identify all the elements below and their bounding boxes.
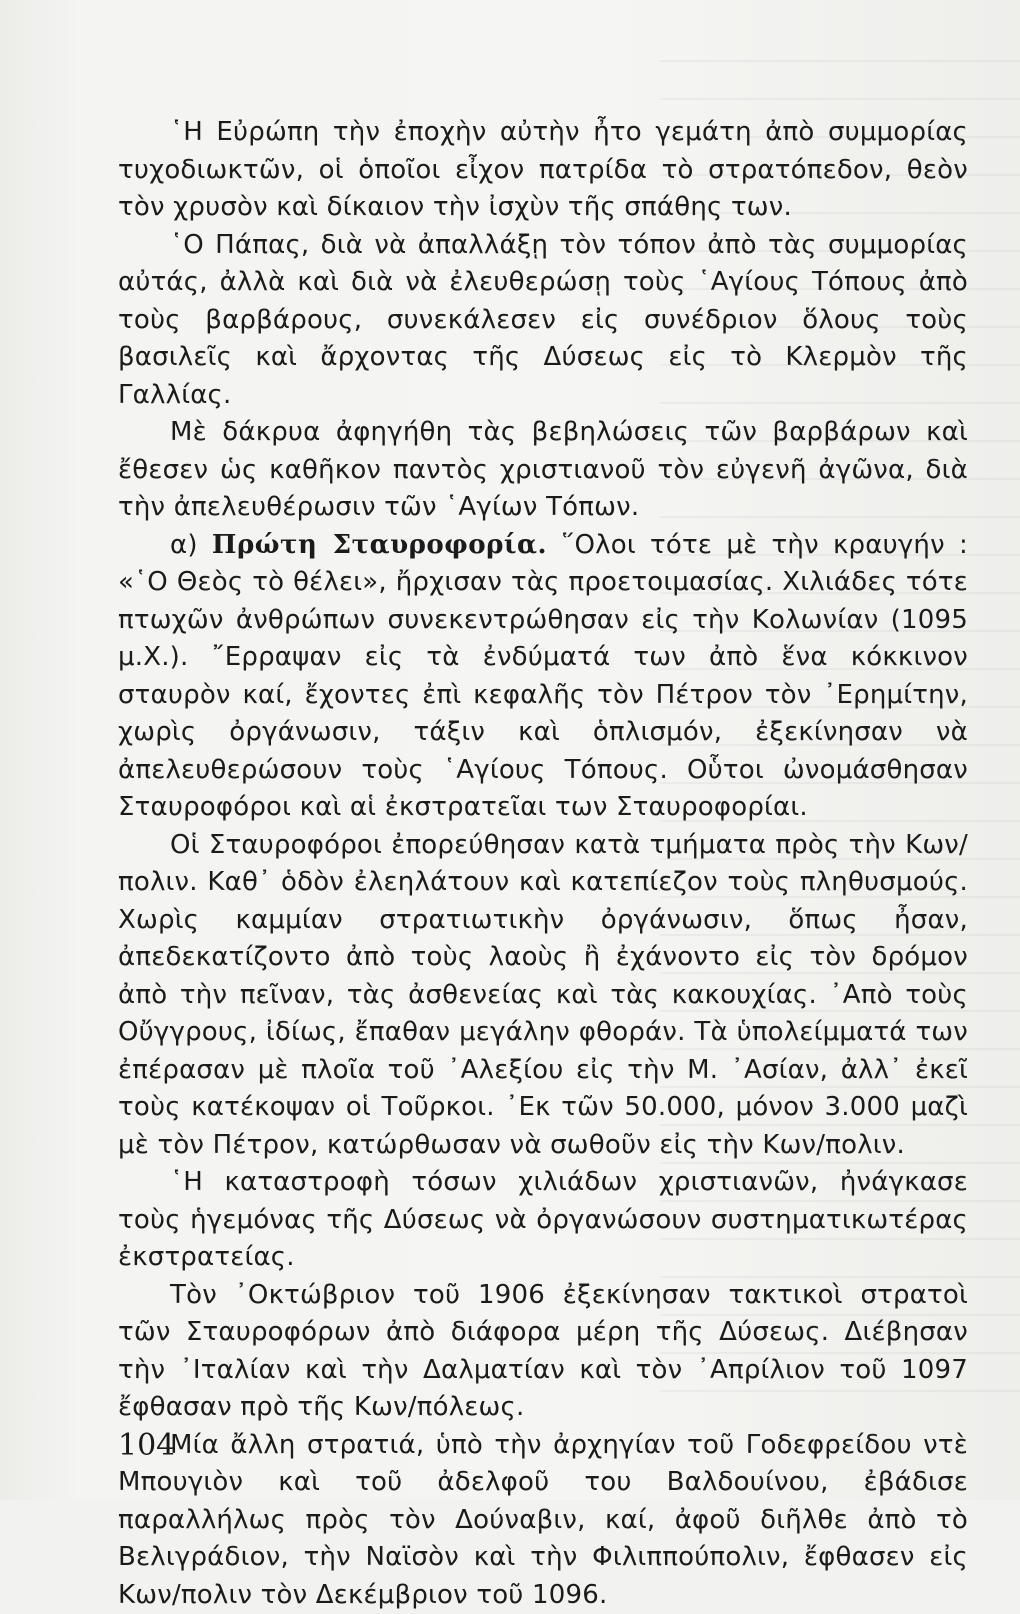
paragraph-6: ῾Η καταστροφὴ τόσων χιλιάδων χριστιανῶν, ἠνάγκασε τοὺς ἡγεμόνας τῆς Δύσεως νὰ ὀργανώσουν συστηματικωτέρας ἐκστρατείας. xyxy=(118,1164,968,1277)
paragraph-5: Οἱ Σταυροφόροι ἐπορεύθησαν κατὰ τμήματα πρὸς τὴν Κων/πολιν. Καθ᾿ ὁδὸν ἐλεηλάτουν καὶ κατεπίεζον τοὺς πληθυσμούς. Χωρὶς καμμίαν στρατιωτικὴν ὀργάνωσιν, ὅπως ἦσαν, ἀπεδεκατίζοντο ἀπὸ τοὺς λαοὺς ἢ ἐχάνοντο εἰς τὸν δρόμον ἀπὸ τὴν πεῖναν, τὰς ἀσθενείας καὶ τὰς κακουχίας. ᾿Απὸ τοὺς Οὔγγρους, ἰδίως, ἔπαθαν μεγάλην φθοράν. Τὰ ὑπολείμματά των ἐπέρασαν μὲ πλοῖα τοῦ ᾿Αλεξίου εἰς τὴν Μ. ᾿Ασίαν, ἀλλ᾿ ἐκεῖ τοὺς κατέκοψαν οἱ Τοῦρκοι. ᾿Εκ τῶν 50.000, μόνον 3.000 μαζὶ μὲ τὸν Πέτρον, κατώρθωσαν νὰ σωθοῦν εἰς τὴν Κων/πολιν. xyxy=(118,827,968,1165)
paragraph-8: Μία ἄλλη στρατιά, ὑπὸ τὴν ἀρχηγίαν τοῦ Γοδεφρείδου ντὲ Μπουγιὸν καὶ τοῦ ἀδελφοῦ του Βαλδουίνου, ἐβάδισε παραλλήλως πρὸς τὸν Δούναβιν, καί, ἀφοῦ διῆλθε ἀπὸ τὸ Βελιγράδιον, τὴν Ναϊσὸν καὶ τὴν Φιλιππούπολιν, ἔφθασεν εἰς Κων/πολιν τὸν Δεκέμβριον τοῦ 1096. xyxy=(118,1427,968,1614)
section-label: α) xyxy=(170,530,198,560)
section-paragraph xyxy=(118,527,968,827)
paragraph-7: Τὸν ᾿Οκτώβριον τοῦ 1906 ἐξεκίνησαν τακτικοὶ στρατοὶ τῶν Σταυροφόρων ἀπὸ διάφορα μέρη τῆς Δύσεως. Διέβησαν τὴν ᾿Ιταλίαν καὶ τὴν Δαλματίαν καὶ τὸν ᾿Απρίλιον τοῦ 1097 ἔφθασαν πρὸ τῆς Κων/πόλεως. xyxy=(118,1277,968,1427)
body-text xyxy=(118,114,968,1614)
section-text: ῞Ολοι τότε μὲ τὴν κραυγήν : «῾Ο Θεὸς τὸ θέλει», ἤρχισαν τὰς προετοιμασίας. Χιλιάδες τότε πτωχῶν ἀνθρώπων συνεκεντρώθησαν εἰς τὴν Κολωνίαν (1095 μ.Χ.). ῎Ερραψαν εἰς τὰ ἐνδύματά των ἀπὸ ἕνα κόκκινον σταυρὸν καί, ἔχοντες ἐπὶ κεφαλῆς τὸν Πέτρον τὸν ᾿Ερημίτην, χωρὶς ὀργάνωσιν, τάξιν καὶ ὁπλισμόν, ἐξεκίνησαν νὰ ἀπελευθερώσουν τοὺς ῾Αγίους Τόπους. Οὗτοι ὠνομάσθησαν Σταυροφόροι καὶ αἱ ἐκστρατεῖαι των Σταυροφορίαι. xyxy=(118,530,968,823)
page-number: 104 xyxy=(118,1428,175,1463)
paragraph-2: ῾Ο Πάπας, διὰ νὰ ἀπαλλάξῃ τὸν τόπον ἀπὸ τὰς συμμορίας αὐτάς, ἀλλὰ καὶ διὰ νὰ ἐλευθερώσῃ τοὺς ῾Αγίους Τόπους ἀπὸ τοὺς βαρβάρους, συνεκάλεσεν εἰς συνέδριον ὅλους τοὺς βασιλεῖς καὶ ἄρχοντας τῆς Δύσεως εἰς τὸ Κλερμὸν τῆς Γαλλίας. xyxy=(118,227,968,415)
paragraph-3: Μὲ δάκρυα ἀφηγήθη τὰς βεβηλώσεις τῶν βαρβάρων καὶ ἔθεσεν ὡς καθῆκον παντὸς χριστιανοῦ τὸν εὐγενῆ ἀγῶνα, διὰ τὴν ἀπελευθέρωσιν τῶν ῾Αγίων Τόπων. xyxy=(118,414,968,527)
paragraph-1: ῾Η Εὐρώπη τὴν ἐποχὴν αὐτὴν ἦτο γεμάτη ἀπὸ συμμορίας τυχοδιωκτῶν, οἱ ὁποῖοι εἶχον πατρίδα τὸ στρατόπεδον, θεὸν τὸν χρυσὸν καὶ δίκαιον τὴν ἰσχὺν τῆς σπάθης των. xyxy=(118,114,968,227)
section-heading: Πρώτη Σταυροφορία. xyxy=(212,530,547,560)
